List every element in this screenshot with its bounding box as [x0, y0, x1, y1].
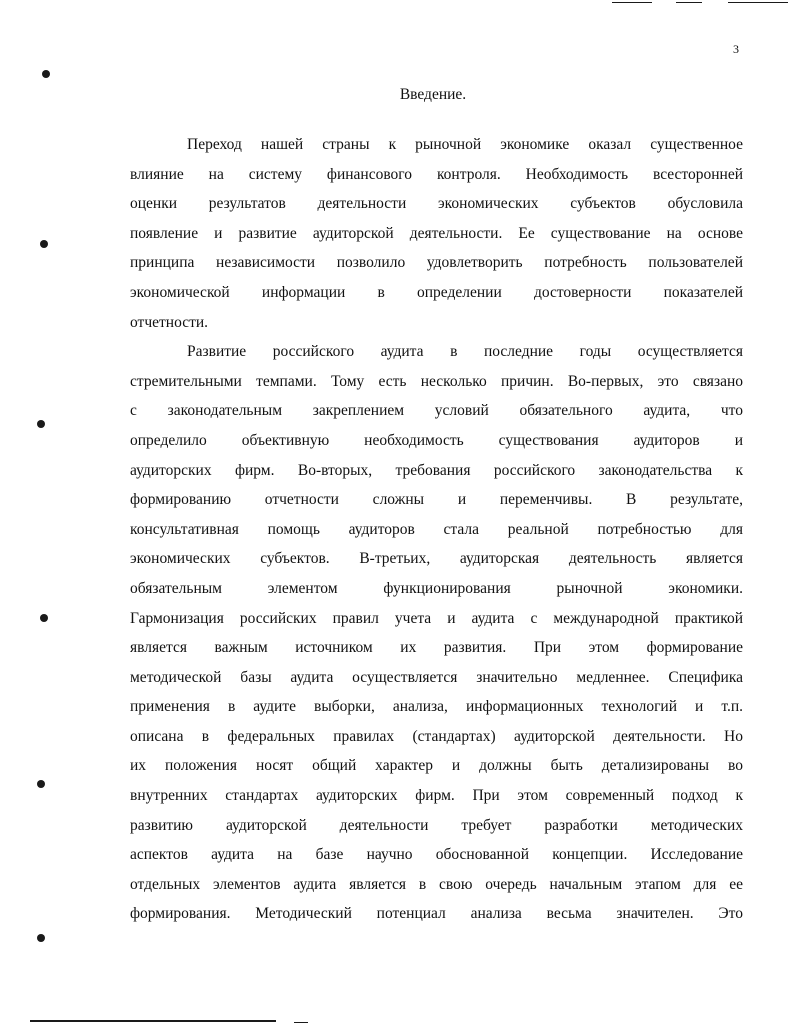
text-line: принципа независимости позволило удовлетворить потребность пользователей: [130, 254, 743, 272]
text-line: аудиторских фирм. Во-вторых, требования российского законодательства к: [130, 461, 743, 479]
body-text: [130, 130, 743, 929]
binder-hole-mark: [37, 934, 45, 942]
text-line: обязательным элементом функционирования рыночной экономики.: [130, 579, 743, 597]
text-line: отчетности.: [130, 313, 209, 331]
text-line: формированию отчетности сложны и переменчивы. В результате,: [130, 491, 743, 509]
text-line: экономической информации в определении достоверности показателей: [130, 283, 743, 301]
scan-artifact-line: [30, 1020, 276, 1022]
scan-artifact-line: [728, 2, 788, 3]
text-line: внутренних стандартах аудиторских фирм. При этом современный подход к: [130, 787, 743, 805]
text-line: появление и развитие аудиторской деятельности. Ее существование на основе: [130, 224, 743, 242]
text-line: Развитие российского аудита в последние годы осуществляется: [187, 343, 743, 361]
scan-artifact-line: [676, 2, 702, 3]
binder-hole-mark: [37, 420, 45, 428]
text-line: формирования. Методический потенциал анализа весьма значителен. Это: [130, 905, 743, 923]
text-line: их положения носят общий характер и должны быть детализированы во: [130, 757, 743, 775]
text-line: является важным источником их развития. При этом формирование: [130, 639, 743, 657]
text-line: консультативная помощь аудиторов стала реальной потребностью для: [130, 520, 743, 538]
paragraph: [130, 337, 743, 929]
text-line: экономических субъектов. В-третьих, аудиторская деятельность является: [130, 550, 743, 568]
text-line: методической базы аудита осуществляется значительно медленнее. Специфика: [130, 668, 743, 686]
binder-hole-mark: [40, 240, 48, 248]
text-line: определило объективную необходимость существования аудиторов и: [130, 431, 743, 449]
text-line: влияние на систему финансового контроля. Необходимость всесторонней: [130, 165, 743, 183]
text-line: с законодательным закреплением условий обязательного аудита, что: [130, 402, 743, 420]
paragraph: [130, 130, 743, 337]
section-title: Введение.: [399, 86, 467, 103]
text-line: развитию аудиторской деятельности требует разработки методических: [130, 816, 743, 834]
text-line: оценки результатов деятельности экономических субъектов обусловила: [130, 195, 743, 213]
text-line: применения в аудите выборки, анализа, информационных технологий и т.п.: [130, 698, 743, 716]
text-line: аспектов аудита на базе научно обоснованной концепции. Исследование: [130, 846, 743, 864]
binder-hole-mark: [42, 70, 50, 78]
binder-hole-mark: [37, 780, 45, 788]
text-line: Переход нашей страны к рыночной экономике оказал существенное: [187, 136, 743, 153]
binder-hole-mark: [40, 614, 48, 622]
scan-artifact-line: [294, 1022, 308, 1023]
text-line: Гармонизация российских правил учета и аудита с международной практикой: [130, 609, 743, 627]
page-number: 3: [733, 42, 739, 56]
text-line: стремительными темпами. Тому есть несколько причин. Во-первых, это связано: [130, 372, 743, 390]
text-line: описана в федеральных правилах (стандартах) аудиторской деятельности. Но: [130, 727, 743, 745]
text-line: отдельных элементов аудита является в свою очередь начальным этапом для ее: [130, 875, 743, 893]
scan-artifact-line: [612, 2, 652, 3]
